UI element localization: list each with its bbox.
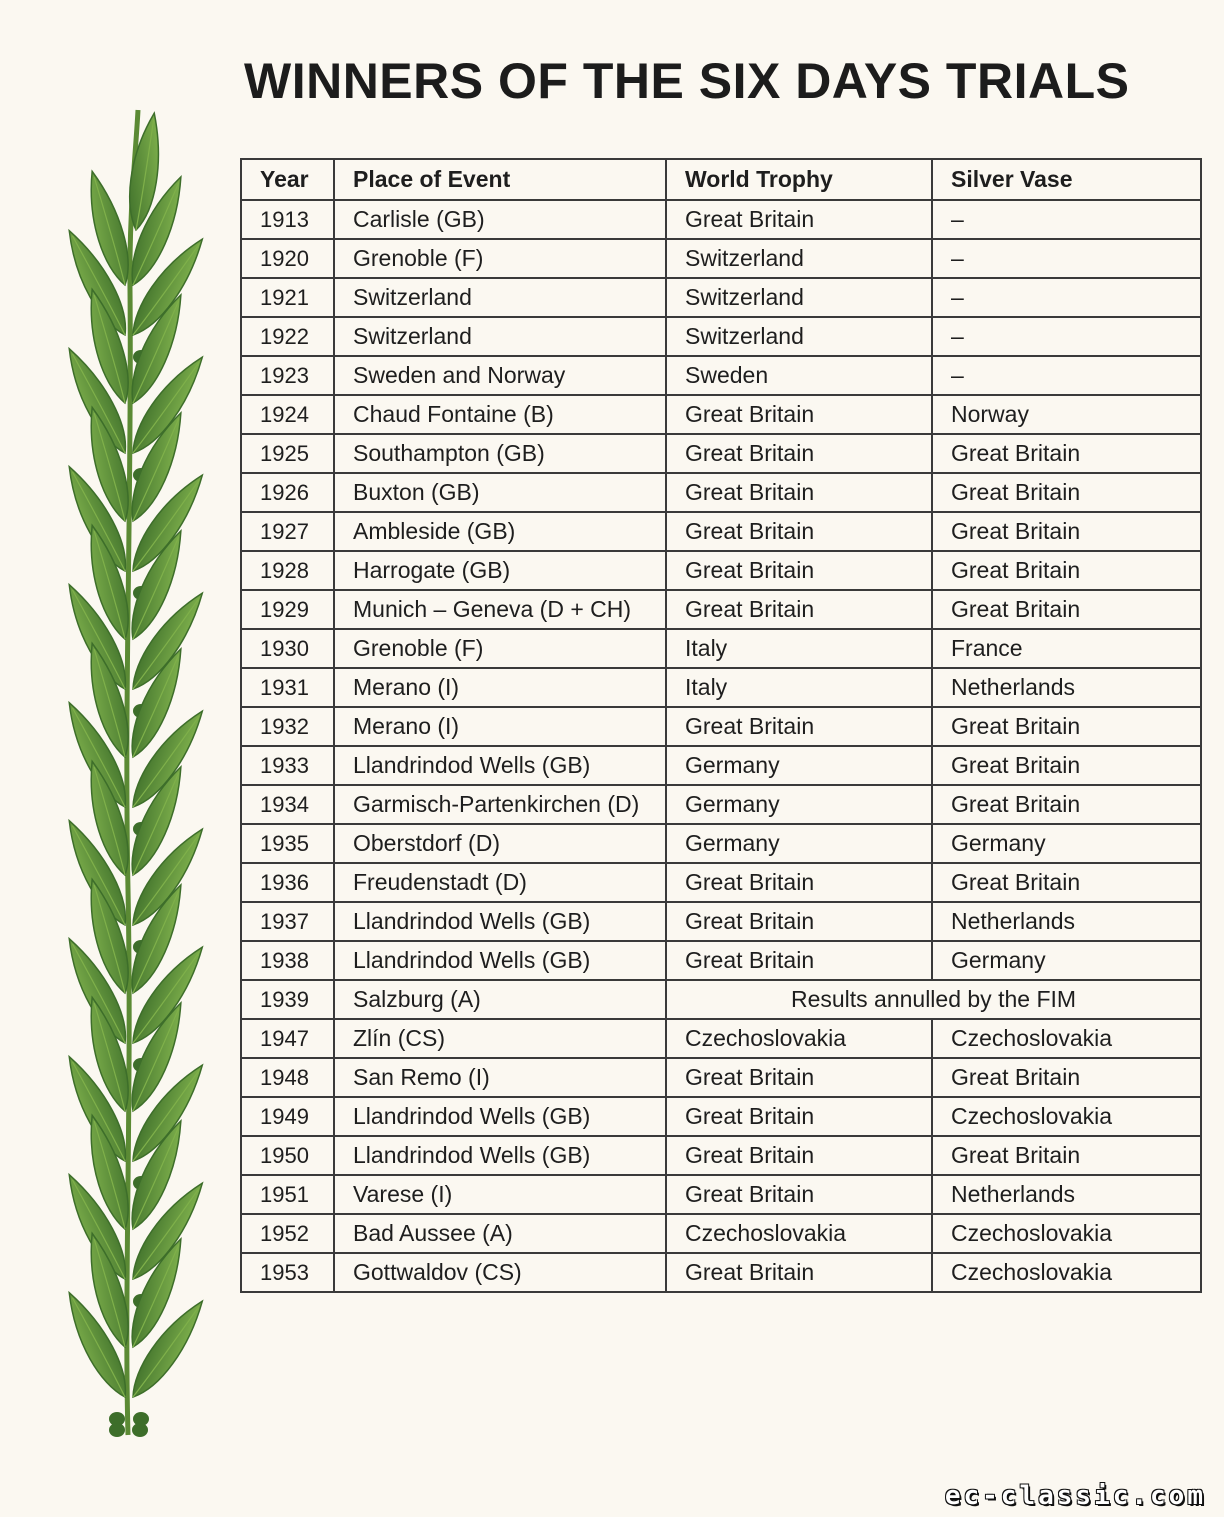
silver-vase-cell: Netherlands (932, 1175, 1201, 1214)
place-cell: Garmisch-Partenkirchen (D) (334, 785, 666, 824)
table-row (241, 1214, 1201, 1253)
place-cell: Buxton (GB) (334, 473, 666, 512)
table-row (241, 1019, 1201, 1058)
place-cell: Varese (I) (334, 1175, 666, 1214)
place-cell: Llandrindod Wells (GB) (334, 902, 666, 941)
year-cell: 1947 (241, 1019, 334, 1058)
year-cell: 1935 (241, 824, 334, 863)
year-cell: 1936 (241, 863, 334, 902)
year-cell: 1952 (241, 1214, 334, 1253)
place-cell: Harrogate (GB) (334, 551, 666, 590)
world-trophy-cell: Great Britain (666, 473, 932, 512)
place-cell: Chaud Fontaine (B) (334, 395, 666, 434)
table-row (241, 902, 1201, 941)
silver-vase-cell: Great Britain (932, 785, 1201, 824)
year-cell: 1930 (241, 629, 334, 668)
silver-vase-cell: Netherlands (932, 902, 1201, 941)
year-cell: 1949 (241, 1097, 334, 1136)
year-cell: 1938 (241, 941, 334, 980)
table-row (241, 551, 1201, 590)
year-cell: 1931 (241, 668, 334, 707)
table-row (241, 200, 1201, 239)
header-silver-vase: Silver Vase (932, 159, 1201, 200)
year-cell: 1926 (241, 473, 334, 512)
world-trophy-cell: Great Britain (666, 941, 932, 980)
year-cell: 1921 (241, 278, 334, 317)
silver-vase-cell: France (932, 629, 1201, 668)
silver-vase-cell: Germany (932, 824, 1201, 863)
table-row (241, 473, 1201, 512)
year-cell: 1948 (241, 1058, 334, 1097)
world-trophy-cell: Great Britain (666, 551, 932, 590)
table-row (241, 434, 1201, 473)
table-row (241, 239, 1201, 278)
world-trophy-cell: Great Britain (666, 590, 932, 629)
place-cell: Grenoble (F) (334, 629, 666, 668)
year-cell: 1920 (241, 239, 334, 278)
world-trophy-cell: Germany (666, 785, 932, 824)
year-cell: 1953 (241, 1253, 334, 1292)
table-row (241, 317, 1201, 356)
table-row (241, 746, 1201, 785)
world-trophy-cell: Germany (666, 824, 932, 863)
silver-vase-cell: – (932, 239, 1201, 278)
year-cell: 1913 (241, 200, 334, 239)
world-trophy-cell: Italy (666, 629, 932, 668)
year-cell: 1932 (241, 707, 334, 746)
table-row (241, 941, 1201, 980)
year-cell: 1924 (241, 395, 334, 434)
silver-vase-cell: Czechoslovakia (932, 1097, 1201, 1136)
world-trophy-cell: Great Britain (666, 1058, 932, 1097)
table-row (241, 1058, 1201, 1097)
table-row (241, 395, 1201, 434)
year-cell: 1951 (241, 1175, 334, 1214)
year-cell: 1934 (241, 785, 334, 824)
watermark: ec-classic.com (944, 1481, 1206, 1511)
world-trophy-cell: Sweden (666, 356, 932, 395)
table-row (241, 590, 1201, 629)
place-cell: San Remo (I) (334, 1058, 666, 1097)
year-cell: 1927 (241, 512, 334, 551)
year-cell: 1928 (241, 551, 334, 590)
place-cell: Llandrindod Wells (GB) (334, 941, 666, 980)
table-row (241, 1175, 1201, 1214)
table-row (241, 1253, 1201, 1292)
winners-table (240, 158, 1202, 1293)
header-place: Place of Event (334, 159, 666, 200)
place-cell: Munich – Geneva (D + CH) (334, 590, 666, 629)
world-trophy-cell: Switzerland (666, 239, 932, 278)
page-title: WINNERS OF THE SIX DAYS TRIALS (244, 53, 1130, 109)
silver-vase-cell: – (932, 200, 1201, 239)
table-row (241, 707, 1201, 746)
table-row (241, 278, 1201, 317)
place-cell: Freudenstadt (D) (334, 863, 666, 902)
table-row (241, 863, 1201, 902)
world-trophy-cell: Great Britain (666, 707, 932, 746)
place-cell: Llandrindod Wells (GB) (334, 1097, 666, 1136)
silver-vase-cell: Great Britain (932, 707, 1201, 746)
place-cell: Merano (I) (334, 668, 666, 707)
year-cell: 1933 (241, 746, 334, 785)
silver-vase-cell: Germany (932, 941, 1201, 980)
year-cell: 1925 (241, 434, 334, 473)
world-trophy-cell: Great Britain (666, 395, 932, 434)
world-trophy-cell: Italy (666, 668, 932, 707)
place-cell: Switzerland (334, 317, 666, 356)
year-cell: 1950 (241, 1136, 334, 1175)
silver-vase-cell: Great Britain (932, 473, 1201, 512)
year-cell: 1923 (241, 356, 334, 395)
silver-vase-cell: Great Britain (932, 863, 1201, 902)
world-trophy-cell: Great Britain (666, 902, 932, 941)
laurel-branch-icon (40, 90, 210, 1440)
table-row (241, 629, 1201, 668)
place-cell: Switzerland (334, 278, 666, 317)
silver-vase-cell: – (932, 356, 1201, 395)
place-cell: Sweden and Norway (334, 356, 666, 395)
silver-vase-cell: Norway (932, 395, 1201, 434)
world-trophy-cell: Great Britain (666, 200, 932, 239)
place-cell: Llandrindod Wells (GB) (334, 746, 666, 785)
world-trophy-cell: Great Britain (666, 1253, 932, 1292)
place-cell: Merano (I) (334, 707, 666, 746)
silver-vase-cell: Great Britain (932, 1058, 1201, 1097)
place-cell: Grenoble (F) (334, 239, 666, 278)
place-cell: Gottwaldov (CS) (334, 1253, 666, 1292)
world-trophy-cell: Switzerland (666, 278, 932, 317)
silver-vase-cell: Great Britain (932, 590, 1201, 629)
world-trophy-cell: Germany (666, 746, 932, 785)
world-trophy-cell: Switzerland (666, 317, 932, 356)
table-row (241, 785, 1201, 824)
table-row (241, 824, 1201, 863)
header-year: Year (241, 159, 334, 200)
world-trophy-cell: Great Britain (666, 1175, 932, 1214)
year-cell: 1939 (241, 980, 334, 1019)
table-row (241, 980, 1201, 1019)
table-row (241, 668, 1201, 707)
place-cell: Southampton (GB) (334, 434, 666, 473)
year-cell: 1922 (241, 317, 334, 356)
place-cell: Ambleside (GB) (334, 512, 666, 551)
place-cell: Bad Aussee (A) (334, 1214, 666, 1253)
world-trophy-cell: Great Britain (666, 434, 932, 473)
table-row (241, 1097, 1201, 1136)
world-trophy-cell: Great Britain (666, 1097, 932, 1136)
place-cell: Salzburg (A) (334, 980, 666, 1019)
silver-vase-cell: Great Britain (932, 551, 1201, 590)
silver-vase-cell: Czechoslovakia (932, 1019, 1201, 1058)
year-cell: 1937 (241, 902, 334, 941)
silver-vase-cell: Netherlands (932, 668, 1201, 707)
silver-vase-cell: – (932, 317, 1201, 356)
annulled-cell: Results annulled by the FIM (666, 980, 1201, 1019)
table-row (241, 356, 1201, 395)
place-cell: Carlisle (GB) (334, 200, 666, 239)
silver-vase-cell: Great Britain (932, 746, 1201, 785)
table-row (241, 512, 1201, 551)
silver-vase-cell: – (932, 278, 1201, 317)
world-trophy-cell: Great Britain (666, 512, 932, 551)
place-cell: Zlín (CS) (334, 1019, 666, 1058)
silver-vase-cell: Great Britain (932, 434, 1201, 473)
silver-vase-cell: Czechoslovakia (932, 1214, 1201, 1253)
header-world-trophy: World Trophy (666, 159, 932, 200)
year-cell: 1929 (241, 590, 334, 629)
place-cell: Oberstdorf (D) (334, 824, 666, 863)
world-trophy-cell: Czechoslovakia (666, 1214, 932, 1253)
table-row (241, 1136, 1201, 1175)
world-trophy-cell: Great Britain (666, 863, 932, 902)
silver-vase-cell: Great Britain (932, 1136, 1201, 1175)
world-trophy-cell: Czechoslovakia (666, 1019, 932, 1058)
world-trophy-cell: Great Britain (666, 1136, 932, 1175)
place-cell: Llandrindod Wells (GB) (334, 1136, 666, 1175)
silver-vase-cell: Czechoslovakia (932, 1253, 1201, 1292)
silver-vase-cell: Great Britain (932, 512, 1201, 551)
table-header-row (241, 159, 1201, 200)
